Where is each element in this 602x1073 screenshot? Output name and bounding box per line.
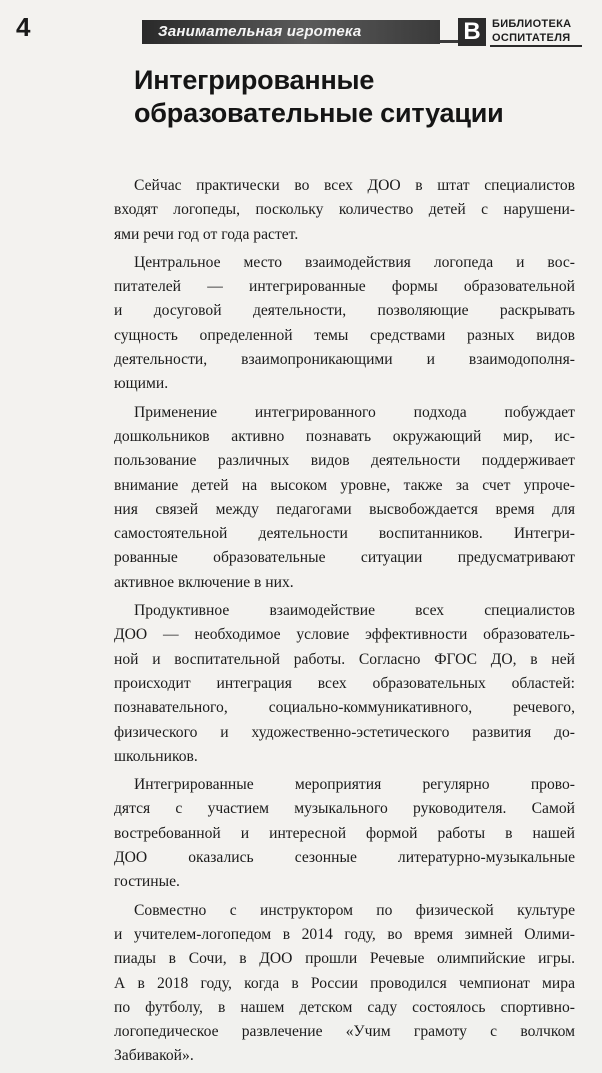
text-line: пиады в Сочи, в ДОО прошли Речевые олимпийские игры.	[114, 950, 575, 968]
text-line: Совместно с инструктором по физической культуре	[134, 901, 575, 919]
series-title	[492, 17, 600, 45]
paragraph	[114, 599, 575, 769]
text-line: Интегрированные мероприятия регулярно прово-	[134, 776, 575, 794]
article-title	[134, 64, 574, 130]
paragraph	[114, 899, 575, 1069]
article-body	[114, 174, 575, 1073]
text-line: Центральное место взаимодействия логопеда и вос-	[134, 253, 575, 271]
text-line: Продуктивное взаимодействие всех специалистов	[134, 602, 575, 620]
text-line: сущность определенной темы средствами разных видов	[114, 326, 575, 344]
paragraph	[114, 174, 575, 247]
text-line: гостиные.	[114, 873, 180, 891]
page-number: 4	[16, 12, 31, 42]
text-line: ями речи год от года растет.	[114, 225, 299, 243]
show-through-text	[60, 58, 64, 75]
series-title-line: ОСПИТАТЕЛЯ	[492, 32, 571, 44]
series-logo-letter: В	[458, 18, 486, 46]
text-line: школьников.	[114, 747, 198, 765]
article-title-line: образовательные ситуации	[134, 98, 504, 128]
text-line: и учителем-логопедом в 2014 году, во время зимней Олими-	[114, 925, 575, 943]
article-title-line: Интегрированные	[134, 65, 375, 95]
text-line: входят логопеды, поскольку количество детей с нарушени-	[114, 201, 575, 219]
text-line: А в 2018 году, когда в России проводился чемпионат мира	[114, 974, 575, 992]
paragraph	[114, 773, 575, 894]
text-line: логопедическое развлечение «Учим грамоту с волчком	[114, 1023, 575, 1041]
text-line: по футболу, в нашем детском саду состоялось спортивно-	[114, 998, 575, 1016]
text-line: активное включение в них.	[114, 573, 294, 591]
text-line: деятельности, взаимопроникающими и взаимодополня-	[114, 351, 575, 369]
text-line: ДОО — необходимое условие эффективности образователь-	[114, 626, 575, 644]
text-line: питателей — интегрированные формы образовательной	[114, 278, 575, 296]
paragraph	[114, 401, 575, 595]
text-line: ния связей между педагогами высвобождается время для	[114, 500, 575, 518]
text-line: Сейчас практически во всех ДОО в штат специалистов	[134, 177, 575, 194]
text-line: ной и воспитательной работы. Согласно ФГОС ДО, в ней	[114, 650, 575, 668]
header-rule	[440, 40, 458, 43]
series-title-line: БИБЛИОТЕКА	[492, 18, 572, 30]
text-line: Применение интегрированного подхода побуждает	[134, 403, 575, 421]
text-line: Забивакой».	[114, 1047, 194, 1065]
text-line: дошкольников активно познавать окружающий мир, ис-	[114, 427, 575, 445]
text-line: пользование различных видов деятельности поддерживает	[114, 452, 575, 470]
text-line: происходит интеграция всех образовательных областей:	[114, 674, 575, 692]
text-line: дятся с участием музыкального руководителя. Самой	[114, 800, 575, 818]
text-line: и досуговой деятельности, позволяющие раскрывать	[114, 302, 575, 320]
text-line: ДОО оказались сезонные литературно-музыкальные	[114, 849, 575, 867]
text-line: востребованной и интересной формой работы в нашей	[114, 824, 575, 842]
paragraph	[114, 251, 575, 397]
text-line: самостоятельной деятельности воспитанников. Интегри-	[114, 525, 575, 543]
text-line: рованные образовательные ситуации предусматривают	[114, 549, 575, 567]
text-line: ющими.	[114, 375, 169, 393]
text-line: познавательного, социально-коммуникативного, речевого,	[114, 699, 575, 717]
series-underline	[490, 45, 582, 47]
running-title: Занимательная игротека	[158, 23, 362, 40]
text-line: физического и художественно-эстетического развития до-	[114, 723, 575, 741]
text-line: внимание детей на высоком уровне, также за счет упроче-	[114, 476, 575, 494]
running-title-band	[142, 20, 440, 44]
